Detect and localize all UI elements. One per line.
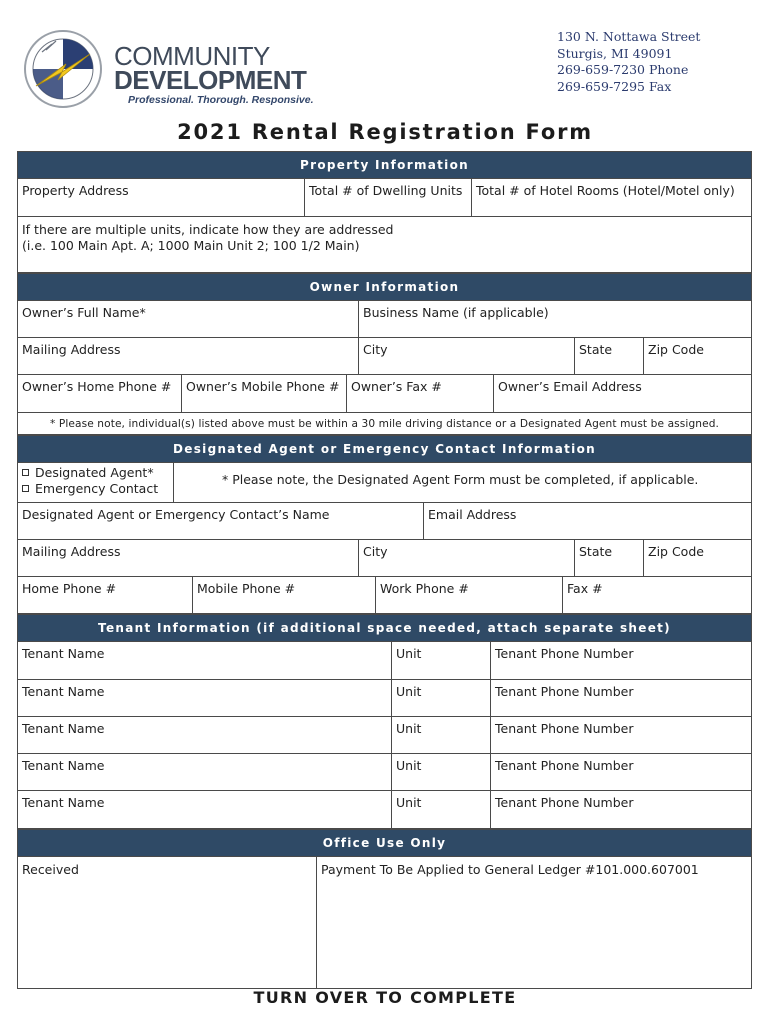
office-section-header: Office Use Only [17,829,752,857]
owner-home-phone-label: Owner’s Home Phone # [22,379,172,394]
received-label: Received [22,862,79,877]
tenant-row [17,754,752,791]
tenant-name-field[interactable] [18,717,391,753]
agent-work-phone-label: Work Phone # [380,581,469,596]
tenant-phone-label: Tenant Phone Number [495,795,634,810]
agent-name-label: Designated Agent or Emergency Contact’s Name [22,507,330,522]
tenant-phone-label: Tenant Phone Number [495,684,634,699]
designated-agent-checkbox[interactable] [22,469,29,476]
agent-form-note [173,463,751,502]
tenant-row [17,680,752,717]
tenant-phone-field[interactable] [490,754,751,790]
emergency-contact-option[interactable] [22,481,169,497]
brand-wordmark [114,41,314,106]
agent-fax-field[interactable] [562,577,751,613]
tenant-unit-field[interactable] [391,717,490,753]
agent-zip-field[interactable] [643,540,751,576]
address-phone: 269-659-7230 Phone [557,62,689,77]
tenant-unit-label: Unit [396,721,422,736]
owner-row-3 [17,375,752,413]
tenant-unit-field[interactable] [391,680,490,716]
tenant-row [17,791,752,829]
tenant-unit-label: Unit [396,684,422,699]
owner-zip-field[interactable] [643,338,751,374]
address-fax: 269-659-7295 Fax [557,78,672,94]
agent-name-field[interactable] [18,503,423,539]
tenant-unit-label: Unit [396,758,422,773]
tenant-name-field[interactable] [18,680,391,716]
owner-state-label: State [579,342,613,357]
agent-mobile-phone-label: Mobile Phone # [197,581,296,596]
tenant-phone-label: Tenant Phone Number [495,758,634,773]
property-address-label: Property Address [22,183,129,198]
tenant-name-label: Tenant Name [22,721,105,736]
turn-over-instruction: TURN OVER TO COMPLETE [253,988,517,1007]
brand-tagline: Professional. Thorough. Responsive. [128,94,314,106]
agent-row-3 [17,540,752,577]
dwelling-units-label: Total # of Dwelling Units [309,183,463,198]
property-row-1 [17,179,752,217]
agent-state-label: State [579,544,613,559]
agent-home-phone-label: Home Phone # [22,581,117,596]
owner-mobile-phone-label: Owner’s Mobile Phone # [186,379,340,394]
brand-line2: DEVELOPMENT [114,65,307,95]
emergency-contact-checkbox[interactable] [22,485,29,492]
tenant-phone-field[interactable] [490,791,751,828]
owner-mobile-phone-field[interactable] [181,375,346,412]
tenant-row [17,717,752,754]
agent-mailing-address-label: Mailing Address [22,544,121,559]
agent-row-4 [17,577,752,614]
address-city: Sturgis, MI 49091 [557,45,673,61]
brand-line1: COMMUNITY [114,41,270,71]
owner-full-name-label: Owner’s Full Name* [22,305,146,320]
agent-work-phone-field[interactable] [375,577,562,613]
owner-fax-field[interactable] [346,375,493,412]
owner-distance-note: * Please note, individual(s) listed above must be within a 30 mile driving distance or a Designated Agent must be assigned. [17,413,752,435]
tenant-unit-field[interactable] [391,642,490,679]
general-ledger-field[interactable] [316,857,751,988]
general-ledger-label: Payment To Be Applied to General Ledger #101.000.607001 [321,862,699,877]
agent-state-field[interactable] [574,540,643,576]
agent-home-phone-field[interactable] [18,577,192,613]
owner-city-label: City [363,342,388,357]
agent-city-field[interactable] [358,540,574,576]
tenant-phone-label: Tenant Phone Number [495,721,634,736]
tenant-phone-field[interactable] [490,717,751,753]
agent-zip-label: Zip Code [648,544,704,559]
property-address-field[interactable] [18,179,304,216]
city-seal-logo [22,28,104,110]
multiple-units-label-1: If there are multiple units, indicate how they are addressed [22,222,394,237]
dwelling-units-field[interactable] [304,179,471,216]
agent-section-header: Designated Agent or Emergency Contact Information [17,435,752,463]
owner-row-1 [17,301,752,338]
tenant-name-field[interactable] [18,791,391,828]
tenant-phone-field[interactable] [490,680,751,716]
designated-agent-option-label: Designated Agent* [35,465,154,480]
form-title: 2021 Rental Registration Form [177,120,593,144]
office-row [17,857,752,989]
tenant-phone-field[interactable] [490,642,751,679]
owner-state-field[interactable] [574,338,643,374]
hotel-rooms-label: Total # of Hotel Rooms (Hotel/Motel only) [476,183,735,198]
tenant-unit-label: Unit [396,795,422,810]
tenant-row [17,642,752,680]
tenant-section-header: Tenant Information (if additional space needed, attach separate sheet) [17,614,752,642]
rental-registration-form [17,151,752,989]
tenant-name-field[interactable] [18,754,391,790]
hotel-rooms-field[interactable] [471,179,751,216]
agent-city-label: City [363,544,388,559]
owner-section-header: Owner Information [17,273,752,301]
agent-email-field[interactable] [423,503,751,539]
owner-home-phone-field[interactable] [18,375,181,412]
agent-type-options [18,463,173,502]
owner-zip-label: Zip Code [648,342,704,357]
address-street: 130 N. Nottawa Street [557,29,701,44]
owner-row-2 [17,338,752,375]
tenant-unit-field[interactable] [391,754,490,790]
owner-full-name-field[interactable] [18,301,358,337]
property-row-2 [17,217,752,273]
multiple-units-label-2: (i.e. 100 Main Apt. A; 1000 Main Unit 2; 100 1/2 Main) [22,238,360,253]
designated-agent-option[interactable] [22,465,169,481]
owner-email-label: Owner’s Email Address [498,379,642,394]
business-name-label: Business Name (if applicable) [363,305,549,320]
agent-fax-label: Fax # [567,581,603,596]
agent-email-label: Email Address [428,507,517,522]
owner-email-field[interactable] [493,375,751,412]
owner-mailing-address-label: Mailing Address [22,342,121,357]
tenant-phone-label: Tenant Phone Number [495,646,634,661]
owner-fax-label: Owner’s Fax # [351,379,442,394]
tenant-name-label: Tenant Name [22,684,105,699]
tenant-name-label: Tenant Name [22,795,105,810]
agent-form-note-text: * Please note, the Designated Agent Form must be completed, if applicable. [222,472,699,487]
agent-mobile-phone-field[interactable] [192,577,375,613]
agent-mailing-address-field[interactable] [18,540,358,576]
business-name-field[interactable] [358,301,751,337]
received-field[interactable] [18,857,316,988]
owner-city-field[interactable] [358,338,574,374]
tenant-unit-field[interactable] [391,791,490,828]
multiple-units-field[interactable] [18,217,751,272]
office-address [557,29,700,95]
agent-row-1 [17,463,752,503]
tenant-name-label: Tenant Name [22,646,105,661]
owner-mailing-address-field[interactable] [18,338,358,374]
tenant-unit-label: Unit [396,646,422,661]
tenant-name-field[interactable] [18,642,391,679]
tenant-name-label: Tenant Name [22,758,105,773]
emergency-contact-option-label: Emergency Contact [35,481,159,496]
property-section-header: Property Information [17,151,752,179]
agent-row-2 [17,503,752,540]
